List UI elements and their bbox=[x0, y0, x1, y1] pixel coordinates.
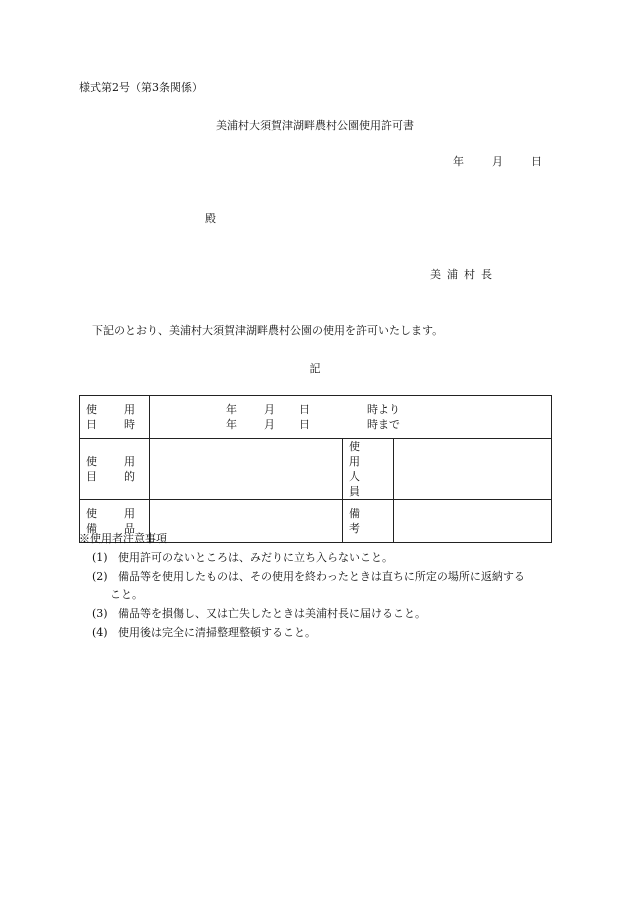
form-number: 様式第2号（第3条関係） bbox=[79, 81, 203, 94]
note-item-2 bbox=[92, 570, 525, 584]
note-item-2-continuation: こと。 bbox=[110, 588, 143, 601]
usage-datetime-label bbox=[80, 396, 150, 439]
to-year: 年 bbox=[226, 418, 237, 431]
note-text: 備品等を損傷し、又は亡失したときは美浦村長に届けること。 bbox=[118, 607, 426, 620]
to-day: 日 bbox=[299, 418, 310, 431]
label-line: 使 用 bbox=[86, 403, 143, 416]
notes-title: ※使用者注意事項 bbox=[79, 532, 167, 545]
from-suffix: 時より bbox=[367, 403, 400, 416]
persons-label bbox=[343, 439, 394, 500]
from-month: 月 bbox=[264, 403, 275, 416]
note-item-4 bbox=[92, 626, 316, 640]
table-row-usage-datetime bbox=[80, 396, 552, 439]
note-item-3 bbox=[92, 607, 426, 621]
date-day: 日 bbox=[531, 155, 542, 168]
label-line: 人 員 bbox=[349, 470, 387, 498]
addressee-suffix: 殿 bbox=[205, 212, 216, 225]
purpose-label bbox=[80, 439, 150, 500]
date-year: 年 bbox=[453, 155, 464, 168]
label-line: 使 用 bbox=[86, 507, 143, 520]
label-line: 備 品 bbox=[86, 522, 143, 535]
to-month: 月 bbox=[264, 418, 275, 431]
note-number: (1) bbox=[92, 551, 108, 564]
label-line: 目 的 bbox=[86, 470, 143, 483]
label-line: 日 時 bbox=[86, 418, 143, 431]
remarks-value[interactable] bbox=[394, 500, 552, 543]
purpose-value[interactable] bbox=[150, 439, 343, 500]
body-text: 下記のとおり、美浦村大須賀津湖畔農村公園の使用を許可いたします。 bbox=[92, 324, 444, 337]
note-number: (3) bbox=[92, 607, 108, 620]
note-number: (2) bbox=[92, 570, 108, 583]
note-text: 備品等を使用したものは、その使用を終わったときは直ちに所定の場所に返納する bbox=[118, 570, 525, 583]
usage-table bbox=[79, 395, 552, 543]
label-line: 使 用 bbox=[86, 455, 143, 468]
note-number: (4) bbox=[92, 626, 108, 639]
date-month: 月 bbox=[492, 155, 503, 168]
date-line bbox=[453, 155, 542, 169]
note-text: 使用後は完全に清掃整理整頓すること。 bbox=[118, 626, 316, 639]
from-day: 日 bbox=[299, 403, 310, 416]
ki-heading: 記 bbox=[309, 362, 321, 375]
note-text: 使用許可のないところは、みだりに立ち入らないこと。 bbox=[118, 551, 393, 564]
to-suffix: 時まで bbox=[367, 418, 400, 431]
note-item-1 bbox=[92, 551, 393, 565]
document-title: 美浦村大須賀津湖畔農村公園使用許可書 bbox=[216, 119, 414, 132]
label-line: 使 用 bbox=[349, 440, 387, 468]
table-row-purpose bbox=[80, 439, 552, 500]
issuer-name: 美浦村長 bbox=[430, 268, 498, 281]
equipment-value[interactable] bbox=[150, 500, 343, 543]
usage-datetime-value[interactable] bbox=[150, 396, 552, 439]
datetime-lines bbox=[156, 402, 545, 432]
remarks-label: 備 考 bbox=[343, 500, 394, 543]
from-year: 年 bbox=[226, 403, 237, 416]
persons-value[interactable] bbox=[394, 439, 552, 500]
